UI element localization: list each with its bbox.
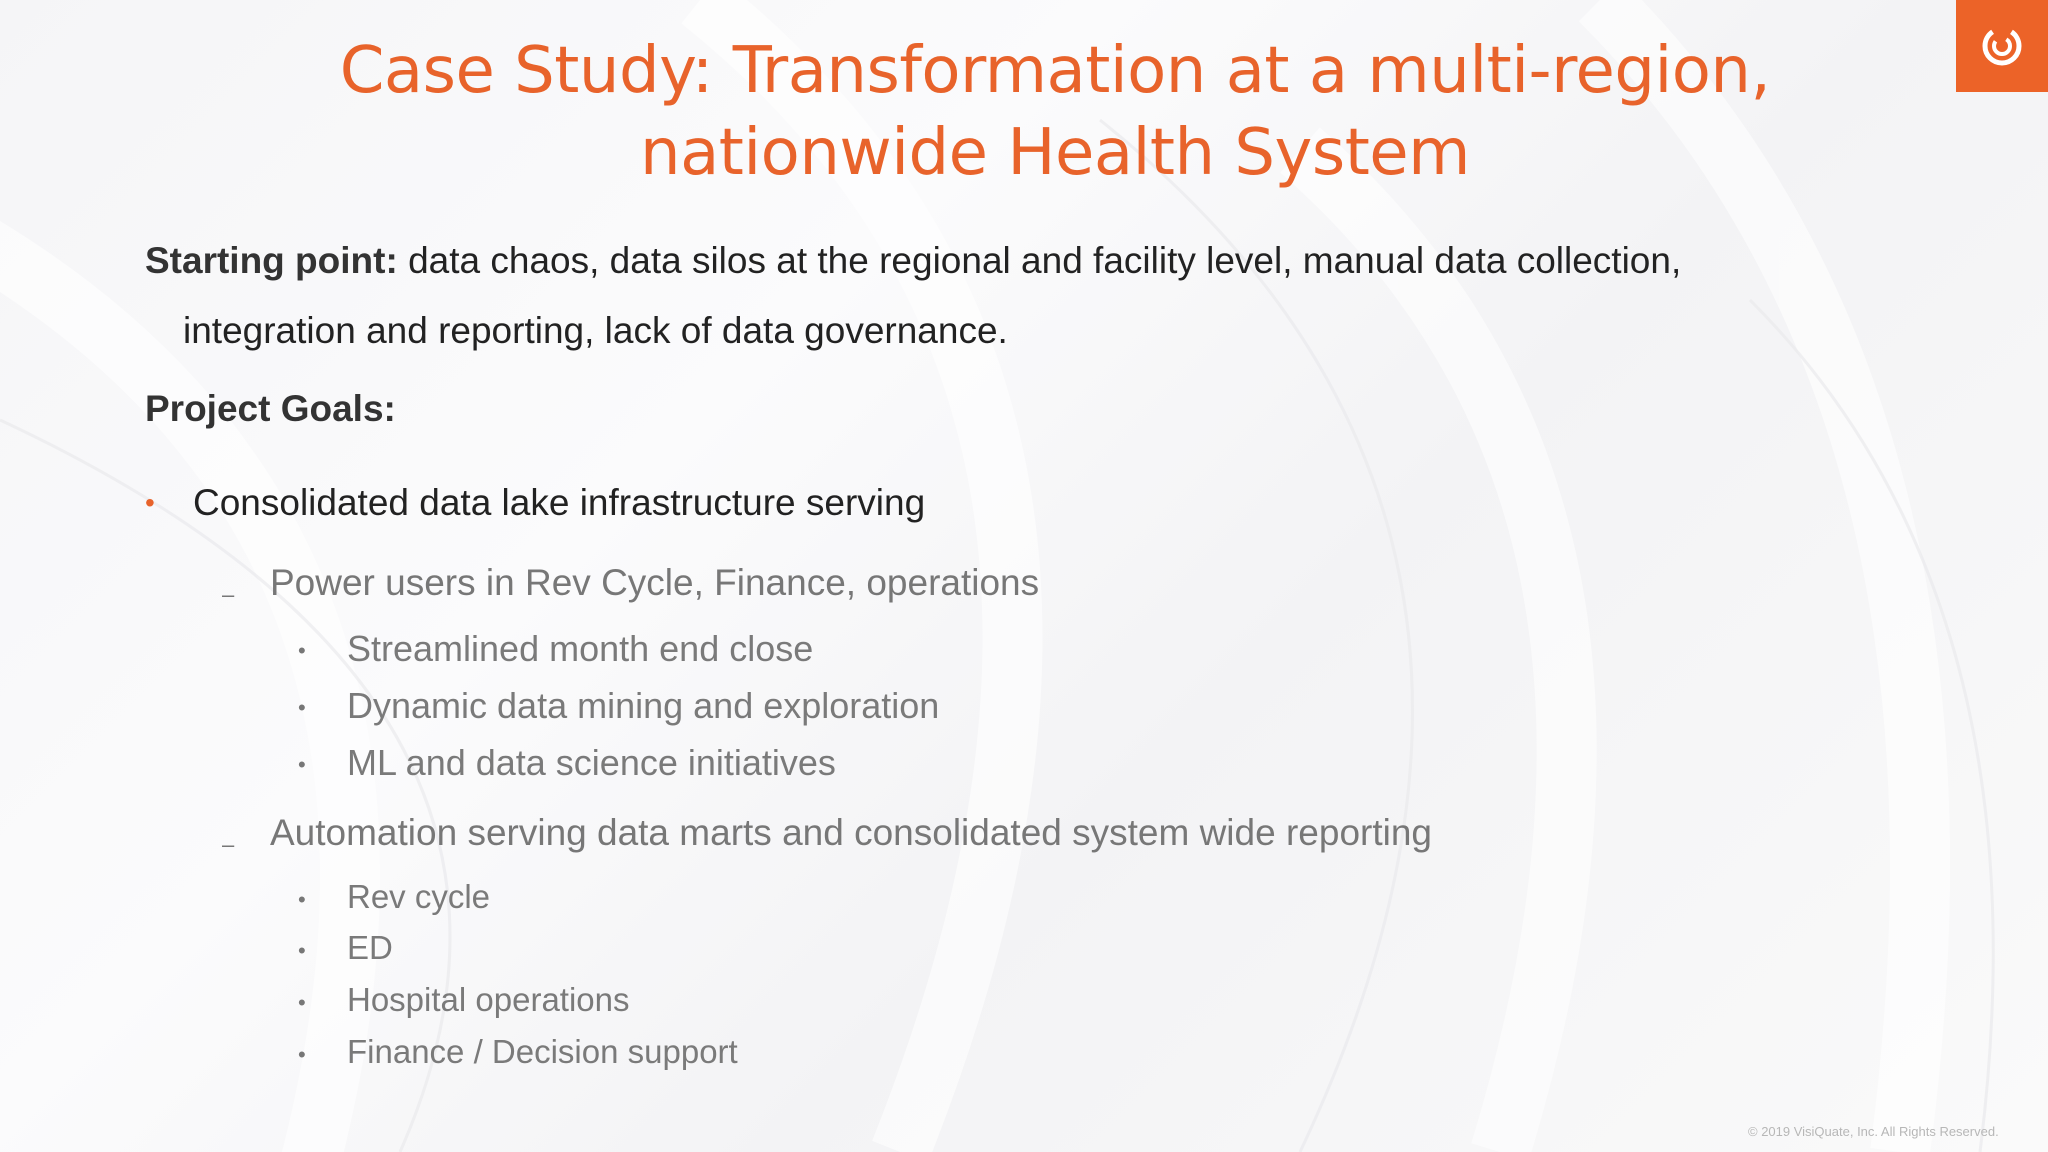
sub-bullet-automation: Automation serving data marts and consolidated system wide reporting	[270, 812, 1432, 853]
project-goals-heading: Project Goals:	[145, 388, 396, 429]
bullet-marker: •	[298, 1042, 306, 1067]
copyright-notice: © 2019 VisiQuate, Inc. All Rights Reserved.	[1748, 1124, 1999, 1139]
bullet-marker: •	[298, 752, 306, 777]
starting-point-text-1: data chaos, data silos at the regional and facility level, manual data collection,	[397, 240, 1682, 281]
slide-title	[260, 30, 1850, 194]
list-item: Dynamic data mining and exploration	[347, 685, 940, 726]
dash-marker: –	[222, 832, 235, 857]
list-item: Finance / Decision support	[347, 1033, 738, 1070]
title-line-1: Case Study: Transformation at a multi-region,	[339, 34, 1771, 108]
list-item: ML and data science initiatives	[347, 742, 836, 783]
bullet-marker: •	[298, 695, 306, 720]
list-item: Hospital operations	[347, 981, 630, 1018]
title-line-2: nationwide Health System	[640, 116, 1470, 190]
bullet-marker: •	[298, 638, 306, 663]
sub-bullet-power-users: Power users in Rev Cycle, Finance, operations	[270, 562, 1040, 603]
bullet-marker: •	[298, 990, 306, 1015]
dash-marker: –	[222, 582, 235, 607]
list-item: Streamlined month end close	[347, 628, 814, 669]
bullet-marker: •	[145, 487, 155, 518]
bullet-marker: •	[298, 938, 306, 963]
starting-point-line-1	[145, 226, 1905, 296]
list-item: ED	[347, 929, 393, 966]
logo-badge	[1956, 0, 2048, 92]
bullet-consolidated-data-lake: Consolidated data lake infrastructure serving	[193, 482, 926, 523]
starting-point-text-2: integration and reporting, lack of data governance.	[183, 310, 1008, 351]
visiquate-swirl-icon	[1979, 23, 2025, 69]
list-item: Rev cycle	[347, 878, 491, 915]
starting-point-label: Starting point:	[145, 240, 398, 281]
starting-point-paragraph	[145, 226, 1905, 366]
bullet-marker: •	[298, 887, 306, 912]
